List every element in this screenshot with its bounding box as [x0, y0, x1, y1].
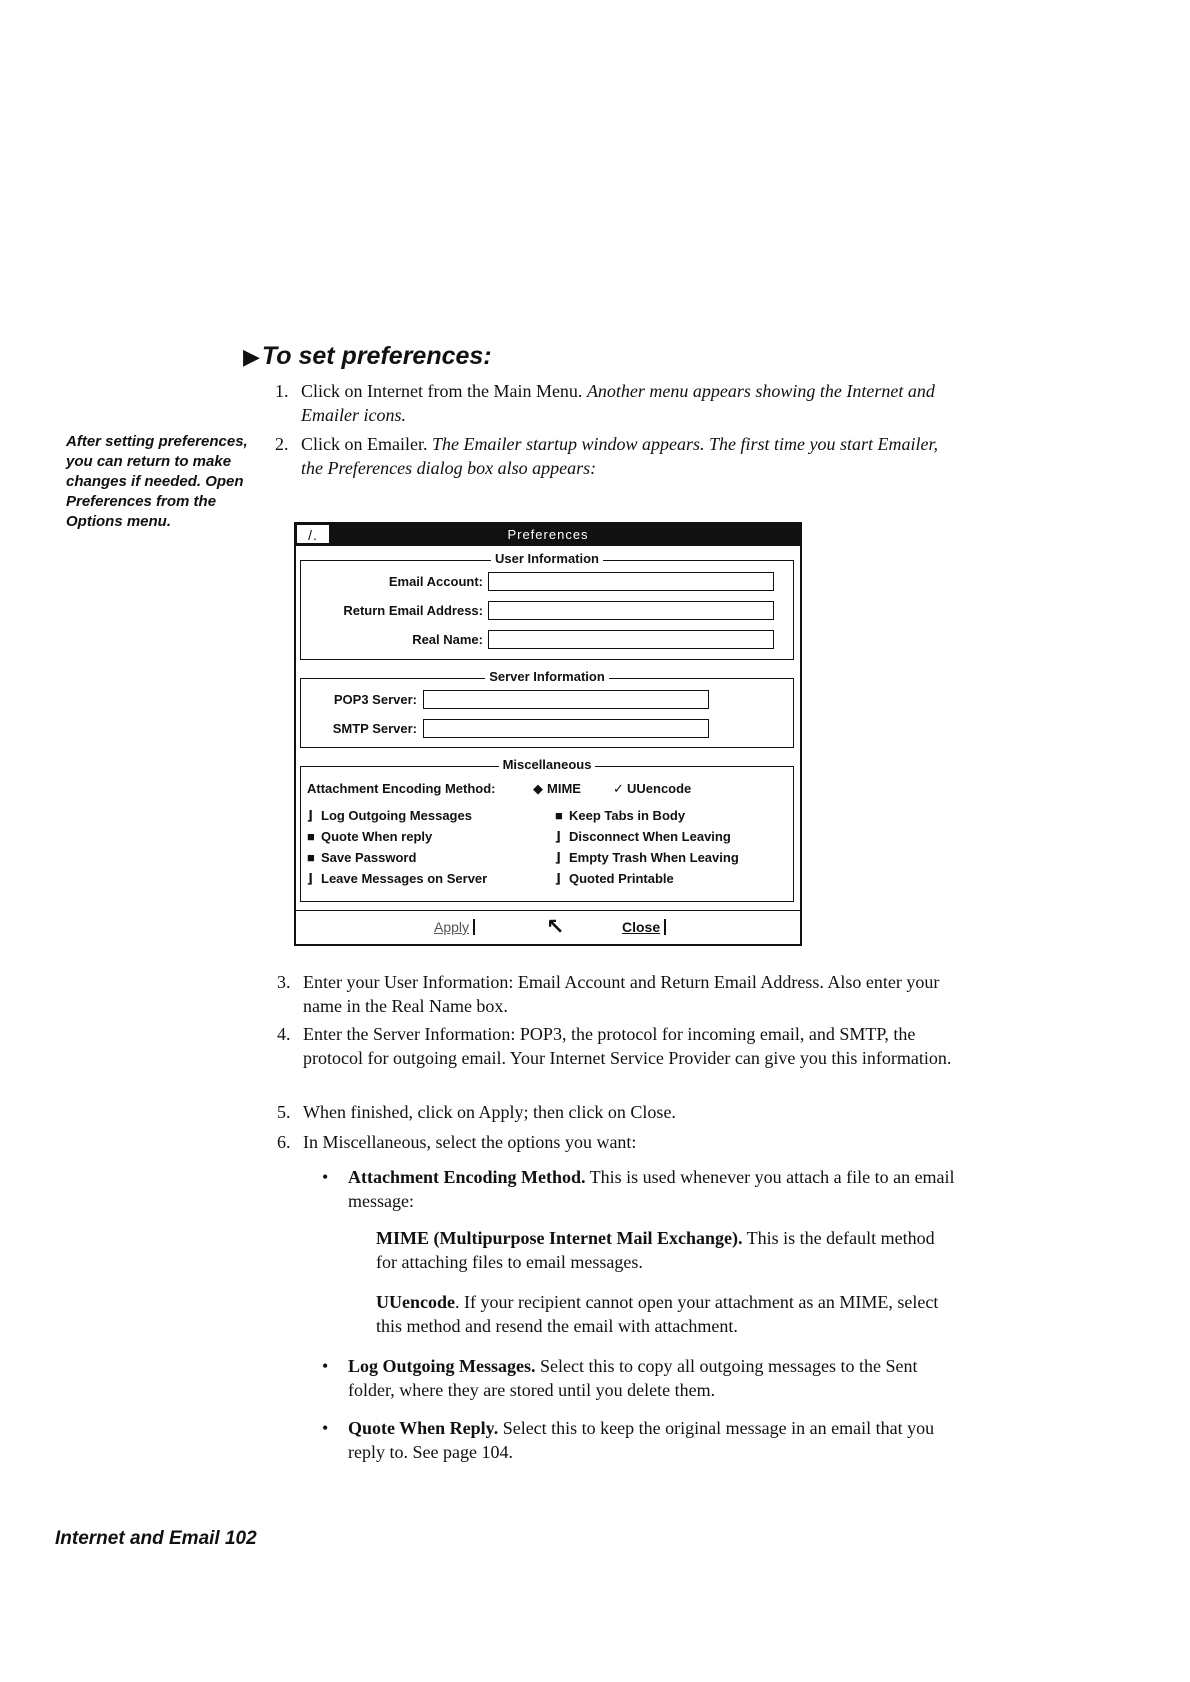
bullet-quote-reply: [322, 1416, 948, 1464]
checkmark-icon: ✓: [613, 781, 624, 796]
step-text: Click on Internet from the Main Menu.: [301, 381, 587, 401]
empty-trash-checkbox[interactable]: ⌋ Empty Trash When Leaving: [555, 850, 739, 865]
bullet-icon: •: [322, 1356, 329, 1376]
sub-term: MIME (Multipurpose Internet Mail Exchange).: [376, 1228, 743, 1248]
group-title: Server Information: [301, 669, 793, 684]
bullet-text: Select this to copy all outgoing messages to the Sent folder, where they are stored until you delete them.: [348, 1356, 918, 1400]
step-6: [277, 1130, 943, 1154]
checked-box-icon: ■: [555, 808, 563, 823]
real-name-input[interactable]: [488, 630, 774, 649]
disconnect-checkbox[interactable]: ⌋ Disconnect When Leaving: [555, 829, 731, 844]
bullet-text: Select this to keep the original message in an email that you reply to. See page 104.: [348, 1418, 935, 1462]
smtp-server-input[interactable]: [423, 719, 709, 738]
heading-title: To set preferences:: [261, 342, 492, 370]
unchecked-box-icon: ⌋: [555, 850, 561, 865]
step-text: In Miscellaneous, select the options you want:: [303, 1132, 637, 1152]
sub-text: This is the default method for attaching files to email messages.: [376, 1228, 935, 1272]
quote-reply-checkbox[interactable]: ■ Quote When reply: [307, 829, 433, 844]
step-number: 3.: [277, 972, 291, 992]
checked-box-icon: ■: [307, 829, 315, 844]
dialog-title: Preferences: [507, 527, 589, 542]
pop3-server-label: POP3 Server:: [333, 692, 417, 707]
return-email-label: Return Email Address:: [343, 603, 483, 618]
sub-term: UUencode: [376, 1292, 455, 1312]
window-menu-icon[interactable]: /.: [296, 524, 330, 544]
log-outgoing-checkbox[interactable]: ⌋ Log Outgoing Messages: [307, 808, 472, 823]
preferences-dialog: [294, 522, 802, 946]
group-title: Miscellaneous: [301, 757, 793, 772]
unchecked-box-icon: ⌋: [307, 808, 313, 823]
bullet-term: Attachment Encoding Method.: [348, 1167, 586, 1187]
bullet-text: This is used whenever you attach a file to an email message:: [348, 1167, 955, 1211]
server-information-group: [300, 669, 794, 748]
step-1: [275, 379, 961, 427]
apply-button[interactable]: Apply: [430, 919, 475, 935]
uuencode-radio[interactable]: ✓ UUencode: [613, 781, 692, 796]
keep-tabs-checkbox[interactable]: ■ Keep Tabs in Body: [555, 808, 686, 823]
group-title: User Information: [301, 551, 793, 566]
unchecked-box-icon: ⌋: [555, 829, 561, 844]
bullet-icon: •: [322, 1167, 329, 1187]
mouse-pointer-icon: ↖: [546, 914, 565, 939]
step-number: 5.: [277, 1102, 291, 1122]
arrow-icon: ▶: [243, 343, 260, 369]
return-email-input[interactable]: [488, 601, 774, 620]
save-password-checkbox[interactable]: ■ Save Password: [307, 850, 417, 865]
unchecked-box-icon: ⌋: [555, 871, 561, 886]
step-italic: The Emailer startup window appears. The first time you start Emailer, the Preferences dialog box also appears:: [301, 434, 938, 478]
step-4: [277, 1022, 953, 1070]
close-button[interactable]: Close: [618, 919, 666, 935]
smtp-server-label: SMTP Server:: [332, 721, 417, 736]
user-information-group: [300, 551, 794, 660]
bullet-term: Quote When Reply.: [348, 1418, 499, 1438]
step-number: 4.: [277, 1024, 291, 1044]
step-text: Enter the Server Information: POP3, the protocol for incoming email, and SMTP, the protocol for outgoing email. Your Internet Service Provider can give you this information.: [303, 1024, 952, 1068]
email-account-input[interactable]: [488, 572, 774, 591]
step-text: When finished, click on Apply; then click on Close.: [303, 1102, 676, 1122]
sub-item-uuencode: [376, 1290, 946, 1338]
section-heading: [243, 342, 492, 371]
mime-radio[interactable]: ◆ MIME: [533, 781, 581, 796]
unchecked-box-icon: ⌋: [307, 871, 313, 886]
quoted-printable-checkbox[interactable]: ⌋ Quoted Printable: [555, 871, 674, 886]
side-note: After setting preferences, you can return to make changes if needed. Open Preferences from the Options menu.: [66, 433, 248, 530]
bullet-attachment-encoding: [322, 1165, 958, 1213]
miscellaneous-group: [300, 757, 794, 902]
step-2: [275, 432, 961, 480]
step-text: Enter your User Information: Email Account and Return Email Address. Also enter your name in the Real Name box.: [303, 972, 940, 1016]
bullet-icon: •: [322, 1418, 329, 1438]
bullet-log-outgoing: [322, 1354, 948, 1402]
sub-item-mime: [376, 1226, 946, 1274]
radio-selected-icon: ◆: [533, 781, 543, 796]
pop3-server-input[interactable]: [423, 690, 709, 709]
step-number: 1.: [275, 381, 289, 401]
step-number: 2.: [275, 434, 289, 454]
leave-messages-checkbox[interactable]: ⌋ Leave Messages on Server: [307, 871, 488, 886]
page-footer: Internet and Email 102: [55, 1528, 257, 1549]
checked-box-icon: ■: [307, 850, 315, 865]
encoding-method-label: Attachment Encoding Method:: [307, 781, 496, 796]
step-number: 6.: [277, 1132, 291, 1152]
step-italic: Another menu appears showing the Internet and Emailer icons.: [301, 381, 935, 425]
dialog-button-row: [296, 910, 800, 945]
bullet-term: Log Outgoing Messages.: [348, 1356, 536, 1376]
dialog-titlebar: [296, 524, 800, 546]
sub-text: . If your recipient cannot open your attachment as an MIME, select this method and resend the email with attachment.: [376, 1292, 939, 1336]
real-name-label: Real Name:: [412, 632, 483, 647]
step-5: [277, 1100, 943, 1124]
step-3: [277, 970, 943, 1018]
step-text: Click on Emailer.: [301, 434, 432, 454]
email-account-label: Email Account:: [388, 574, 483, 589]
